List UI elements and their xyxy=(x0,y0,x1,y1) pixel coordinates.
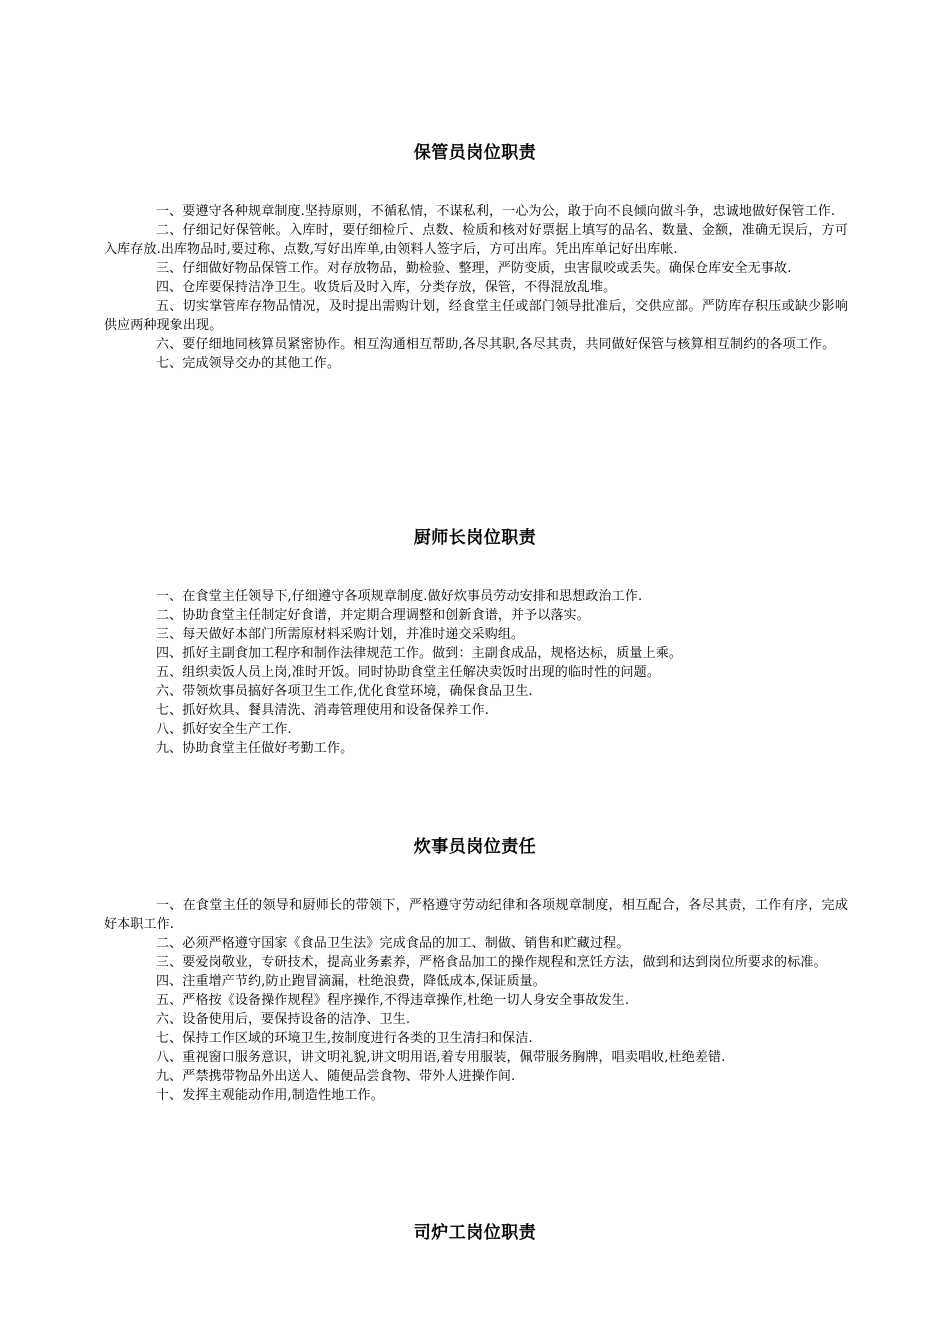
section-body xyxy=(104,587,848,758)
duty-item: 三、要爱岗敬业，专研技术，提高业务素养，严格食品加工的操作规程和烹饪方法，做到和达到岗位所要求的标准。 xyxy=(156,955,827,970)
duty-item: 三、仔细做好物品保管工作。对存放物品，勤检验、整理，严防变质，虫害鼠咬或丢失。确保仓库安全无事故. xyxy=(156,261,792,276)
duty-item: 五、组织卖饭人员上岗,准时开饭。同时协助食堂主任解决卖饭时出现的临时性的问题。 xyxy=(156,665,660,680)
duty-item: 六、要仔细地同核算员紧密协作。相互沟通相互帮助,各尽其职,各尽其责，共同做好保管与核算相互制约的各项工作。 xyxy=(156,337,836,352)
duty-item: 二、仔细记好保管帐。入库时，要仔细检斤、点数、检质和核对好票据上填写的品名、数量、金额，准确无误后，方可入库存放.出库物品时,要过称、点数,写好出库单,由领料人签字后，方可出库。凭出库单记好出库帐. xyxy=(104,223,848,257)
duty-item: 四、仓库要保持洁净卫生。收货后及时入库，分类存放，保管，不得混放乱堆。 xyxy=(156,280,617,295)
duty-item: 二、协助食堂主任制定好食谱，并定期合理调整和创新食谱，并予以落实。 xyxy=(156,608,590,623)
section-title: 保管员岗位职责 xyxy=(413,143,537,163)
duty-item: 七、保持工作区域的环境卫生,按制度进行各类的卫生清扫和保洁. xyxy=(156,1031,533,1046)
duty-item: 六、带领炊事员搞好各项卫生工作,优化食堂环境，确保食品卫生. xyxy=(156,684,533,699)
duty-item: 七、抓好炊具、餐具清洗、消毒管理使用和设备保养工作. xyxy=(156,703,490,718)
section-body xyxy=(104,202,848,373)
duty-item: 一、在食堂主任的领导和厨师长的带领下，严格遵守劳动纪律和各项规章制度，相互配合，各尽其责，工作有序，完成好本职工作. xyxy=(104,898,848,932)
duty-item: 十、发挥主观能动作用,制造性地工作。 xyxy=(156,1088,384,1103)
section-title: 炊事员岗位责任 xyxy=(413,837,537,857)
duty-item: 四、抓好主副食加工程序和制作法律规范工作。做到：主副食成品，规格达标，质量上乘。 xyxy=(156,646,683,661)
duty-item: 八、重视窗口服务意识，讲文明礼貌,讲文明用语,着专用服装，佩带服务胸牌，唱卖唱收,杜绝差错. xyxy=(156,1050,726,1065)
duty-item: 一、要遵守各种规章制度.坚持原则，不循私情，不谋私利，一心为公，敢于向不良倾向做斗争，忠诚地做好保管工作. xyxy=(156,204,836,219)
duty-item: 五、切实掌管库存物品情况，及时提出需购计划，经食堂主任或部门领导批准后，交供应部。严防库存积压或缺少影响供应两种现象出现。 xyxy=(104,299,848,333)
duty-item: 七、完成领导交办的其他工作。 xyxy=(156,356,341,371)
duty-item: 六、设备使用后，要保持设备的洁净、卫生. xyxy=(156,1012,411,1027)
section-title: 司炉工岗位职责 xyxy=(413,1223,537,1243)
duty-item: 四、注重增产节约,防止跑冒滴漏，杜绝浪费，降低成本,保证质量。 xyxy=(156,974,546,989)
duty-item: 九、严禁携带物品外出送人、随便品尝食物、带外人进操作间. xyxy=(156,1069,516,1084)
duty-item: 九、协助食堂主任做好考勤工作。 xyxy=(156,741,354,756)
section-body xyxy=(104,896,848,1105)
duty-item: 三、每天做好本部门所需原材料采购计划，并准时递交采购组。 xyxy=(156,627,525,642)
duty-item: 一、在食堂主任领导下,仔细遵守各项规章制度.做好炊事员劳动安排和思想政治工作. xyxy=(156,589,643,604)
duty-item: 八、抓好安全生产工作. xyxy=(156,722,292,737)
duty-item: 二、必须严格遵守国家《食品卫生法》完成食品的加工、制做、销售和贮藏过程。 xyxy=(156,936,630,951)
duty-item: 五、严格按《设备操作规程》程序操作,不得违章操作,杜绝一切人身安全事故发生. xyxy=(156,993,630,1008)
section-title: 厨师长岗位职责 xyxy=(413,528,537,548)
